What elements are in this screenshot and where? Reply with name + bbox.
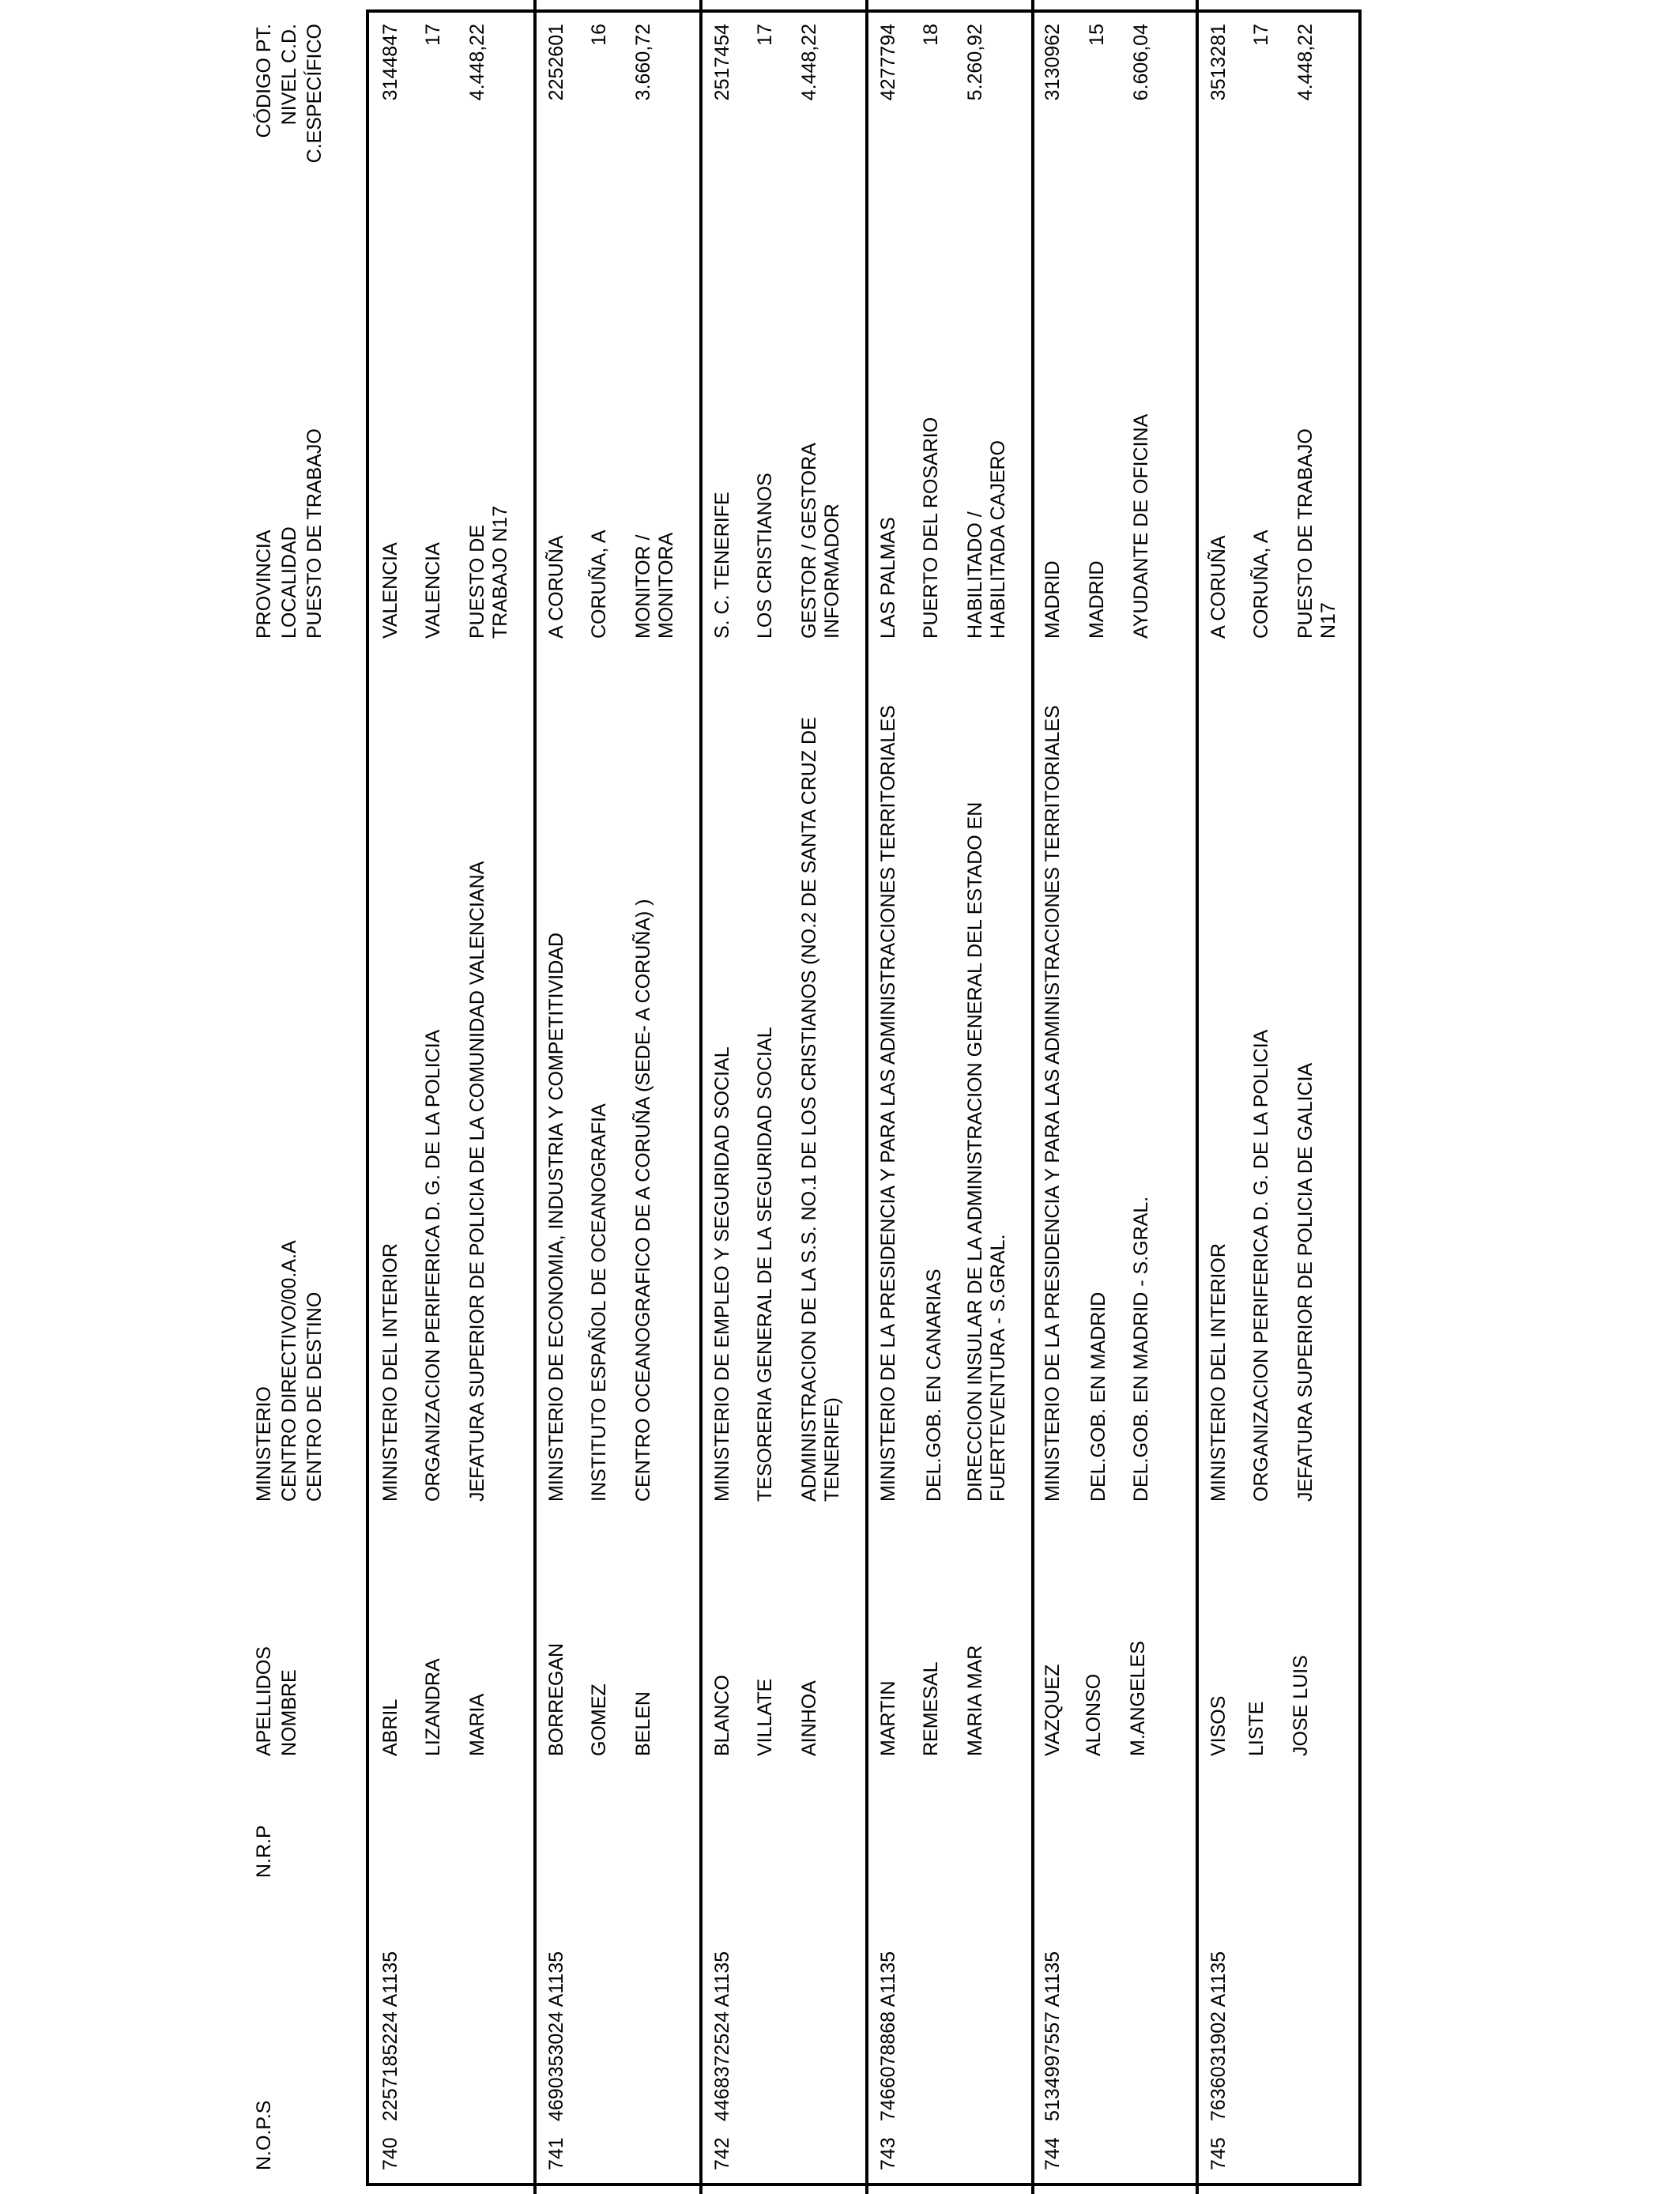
apellido2-cell: ALONSO [1083, 1673, 1105, 1756]
header-nrp: N.R.P [253, 1825, 275, 1878]
centro-destino-cell: DEL.GOB. EN MADRID - S.GRAL. [1130, 1196, 1152, 1502]
centro-directivo-cell: DEL.GOB. EN MADRID [1087, 1291, 1109, 1502]
provincia-cell: A CORUÑA [545, 535, 567, 639]
ministerio-cell: MINISTERIO DE EMPLEO Y SEGURIDAD SOCIAL [711, 1046, 733, 1502]
puesto-cell: HABILITADO / HABILITADA CAJERO [964, 440, 1009, 639]
centro-destino-cell: DIRECCION INSULAR DE LA ADMINISTRACION GENERAL DEL ESTADO EN FUERTEVENTURA - S.GRAL. [964, 801, 1009, 1502]
especifico-cell: 4.448,22 [466, 24, 488, 101]
centro-directivo-cell: TESORERIA GENERAL DE LA SEGURIDAD SOCIAL [754, 1027, 776, 1502]
centro-destino-cell: ADMINISTRACION DE LA S.S. NO.1 DE LOS CRISTIANOS (NO.2 DE SANTA CRUZ DE TENERIFE) [798, 717, 843, 1502]
header-codigo-block [251, 24, 327, 213]
localidad-cell: PUERTO DEL ROSARIO [920, 417, 942, 639]
nrp-cell: 5134997557 A1135 [1042, 1951, 1064, 2121]
centro-directivo-cell: DEL.GOB. EN CANARIAS [923, 1269, 945, 1502]
ministerio-cell: MINISTERIO DEL INTERIOR [1207, 1243, 1230, 1502]
codigo-cell: 3513281 [1207, 24, 1230, 101]
codigo-cell: 2252601 [545, 24, 567, 101]
localidad-cell: VALENCIA [422, 542, 444, 639]
nops-cell: 741 [545, 2137, 567, 2170]
codigo-cell: 2517454 [711, 24, 733, 101]
nombre-cell: AINHOA [798, 1680, 820, 1756]
codigo-cell: 4277794 [877, 24, 899, 101]
nivel-cell: 17 [1250, 24, 1272, 46]
especifico-cell: 6.606,04 [1130, 24, 1152, 101]
codigo-cell: 3144847 [379, 24, 401, 101]
nops-cell: 742 [711, 2137, 733, 2170]
header-nombre: NOMBRE [278, 1669, 300, 1756]
apellido1-cell: MARTIN [877, 1680, 899, 1756]
puesto-cell: AYUDANTE DE OFICINA [1130, 413, 1152, 639]
localidad-cell: LOS CRISTIANOS [754, 473, 776, 639]
nops-cell: 740 [379, 2137, 401, 2170]
row-separator [865, 0, 868, 2194]
nivel-cell: 18 [920, 24, 942, 46]
apellido1-cell: BLANCO [711, 1675, 733, 1756]
nombre-cell: MARIA [466, 1693, 488, 1756]
header-localidad: LOCALIDAD [278, 526, 300, 639]
nops-cell: 744 [1042, 2137, 1064, 2170]
provincia-cell: VALENCIA [379, 542, 401, 639]
header-apellidos-nombre [251, 1646, 302, 1756]
header-provincia-block [251, 428, 327, 639]
nrp-cell: 4468372524 A1135 [711, 1951, 733, 2121]
provincia-cell: A CORUÑA [1207, 535, 1230, 639]
header-especifico: C.ESPECÍFICO [303, 24, 326, 164]
nombre-cell: JOSE LUIS [1290, 1655, 1312, 1756]
puesto-cell: PUESTO DE TRABAJO N17 [1294, 428, 1339, 639]
nombre-cell: BELEN [632, 1691, 654, 1756]
header-centro-directivo: CENTRO DIRECTIVO/00.A.A [278, 1240, 300, 1502]
header-nops: N.O.P.S [253, 2100, 275, 2170]
especifico-cell: 5.260,92 [964, 24, 986, 101]
apellido2-cell: REMESAL [920, 1661, 942, 1756]
header-puesto: PUESTO DE TRABAJO [303, 428, 326, 639]
nrp-cell: 7636031902 A1135 [1207, 1951, 1230, 2121]
header-apellidos: APELLIDOS [253, 1646, 275, 1756]
localidad-cell: CORUÑA, A [1250, 530, 1272, 639]
nivel-cell: 17 [422, 24, 444, 46]
ministerio-cell: MINISTERIO DE ECONOMIA, INDUSTRIA Y COMPETITIVIDAD [545, 933, 567, 1502]
apellido1-cell: ABRIL [379, 1698, 401, 1756]
codigo-cell: 3130962 [1042, 24, 1064, 101]
nivel-cell: 17 [754, 24, 776, 46]
apellido1-cell: VISOS [1207, 1695, 1230, 1756]
nivel-cell: 15 [1086, 24, 1108, 46]
centro-destino-cell: JEFATURA SUPERIOR DE POLICIA DE LA COMUNIDAD VALENCIANA [466, 861, 488, 1502]
apellido1-cell: BORREGAN [545, 1642, 567, 1756]
nrp-cell: 2257185224 A1135 [379, 1951, 401, 2121]
centro-directivo-cell: ORGANIZACION PERIFERICA D. G. DE LA POLICIA [1250, 1029, 1272, 1502]
centro-destino-cell: JEFATURA SUPERIOR DE POLICIA DE GALICIA [1294, 1062, 1317, 1502]
row-separator [533, 0, 537, 2194]
ministerio-cell: MINISTERIO DEL INTERIOR [379, 1243, 401, 1502]
header-ministerio: MINISTERIO [253, 1386, 275, 1502]
row-separator [1031, 0, 1034, 2194]
table-frame [366, 9, 1362, 2186]
especifico-cell: 3.660,72 [632, 24, 654, 101]
apellido2-cell: LIZANDRA [422, 1658, 444, 1756]
especifico-cell: 4.448,22 [1294, 24, 1317, 101]
puesto-cell: GESTOR / GESTORA INFORMADOR [798, 443, 843, 639]
nombre-cell: MARIA MAR [964, 1645, 986, 1756]
provincia-cell: MADRID [1042, 560, 1064, 639]
apellido2-cell: GOMEZ [588, 1683, 610, 1756]
row-separator [1196, 0, 1199, 2194]
localidad-cell: CORUÑA, A [588, 530, 610, 639]
header-ministerio-block [251, 1240, 327, 1502]
nops-cell: 745 [1207, 2137, 1230, 2170]
centro-directivo-cell: ORGANIZACION PERIFERICA D. G. DE LA POLICIA [422, 1029, 444, 1502]
nrp-cell: 7466078868 A1135 [877, 1951, 899, 2121]
header-provincia: PROVINCIA [253, 530, 275, 639]
nombre-cell: M.ANGELES [1127, 1641, 1149, 1756]
row-separator [699, 0, 703, 2194]
header-centro-destino: CENTRO DE DESTINO [303, 1291, 326, 1502]
header-nivel: NIVEL C.D. [278, 24, 300, 126]
centro-destino-cell: CENTRO OCEANOGRAFICO DE A CORUÑA (SEDE- A CORUÑA) ) [632, 899, 654, 1502]
header-codigo: CÓDIGO PT. [253, 24, 275, 138]
ministerio-cell: MINISTERIO DE LA PRESIDENCIA Y PARA LAS ADMINISTRACIONES TERRITORIALES [1042, 705, 1064, 1502]
centro-directivo-cell: INSTITUTO ESPAÑOL DE OCEANOGRAFIA [588, 1103, 610, 1502]
apellido2-cell: LISTE [1245, 1701, 1268, 1756]
provincia-cell: S. C. TENERIFE [711, 492, 733, 639]
nrp-cell: 4690353024 A1135 [545, 1951, 567, 2121]
nops-cell: 743 [877, 2137, 899, 2170]
provincia-cell: LAS PALMAS [877, 517, 899, 639]
localidad-cell: MADRID [1086, 560, 1108, 639]
especifico-cell: 4.448,22 [798, 24, 820, 101]
apellido1-cell: VAZQUEZ [1042, 1664, 1064, 1756]
ministerio-cell: MINISTERIO DE LA PRESIDENCIA Y PARA LAS ADMINISTRACIONES TERRITORIALES [877, 705, 899, 1502]
puesto-cell: PUESTO DE TRABAJO N17 [466, 505, 511, 639]
puesto-cell: MONITOR / MONITORA [632, 532, 677, 639]
nivel-cell: 16 [588, 24, 610, 46]
apellido2-cell: VILLATE [754, 1678, 776, 1756]
